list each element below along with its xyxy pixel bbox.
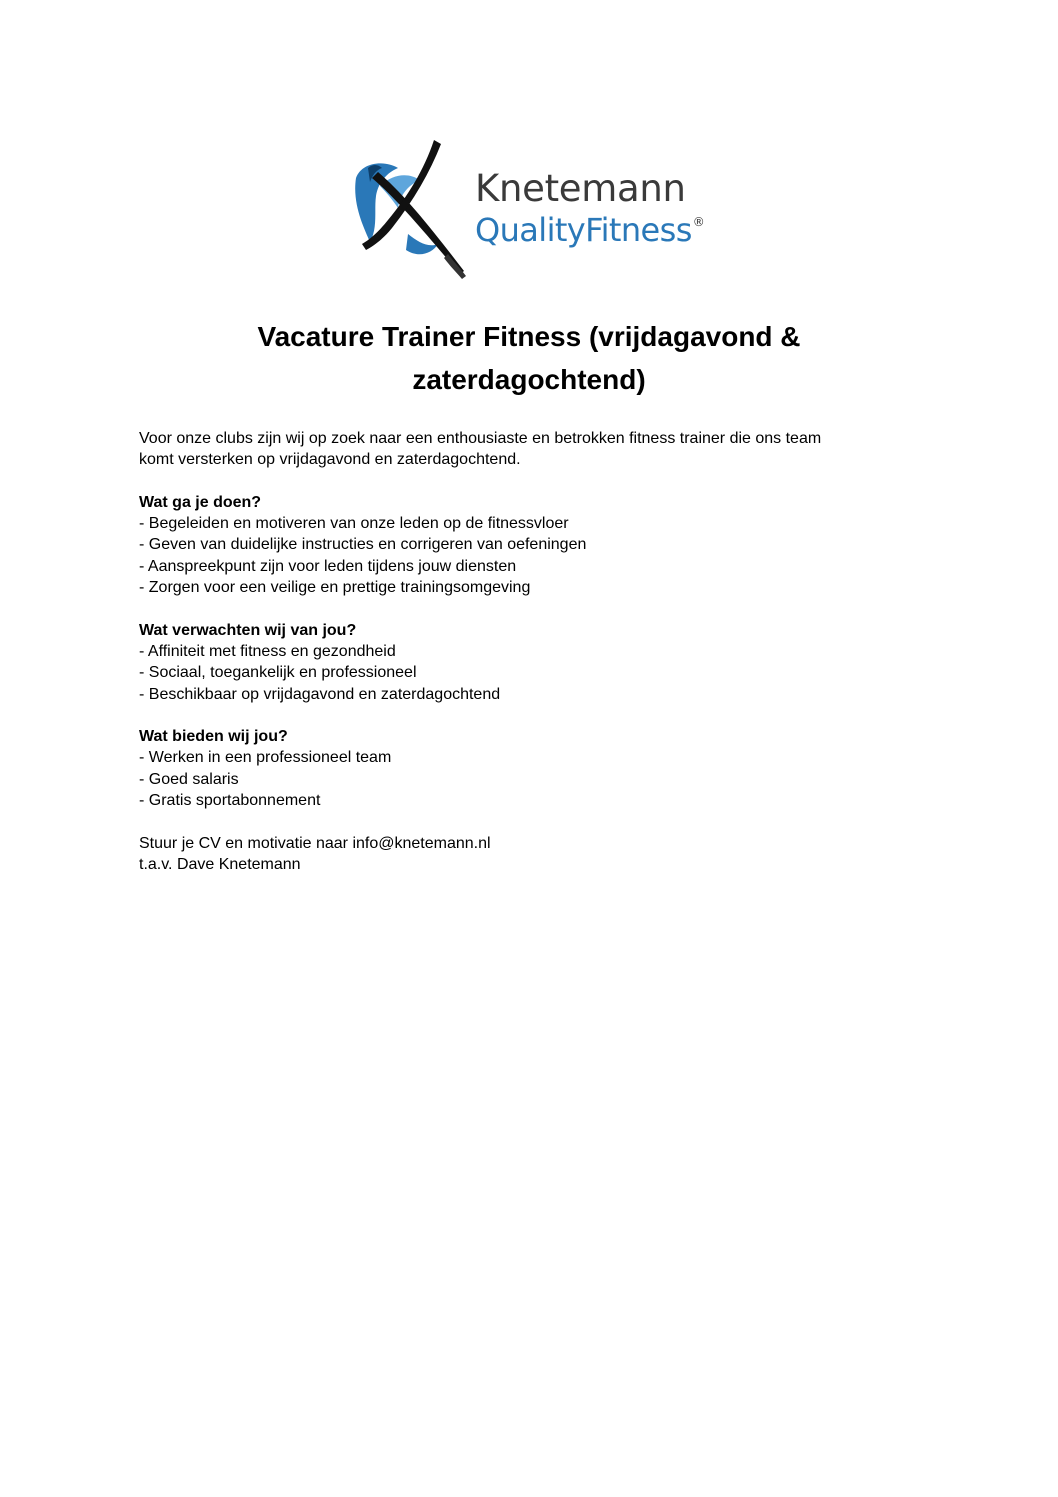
closing-line-2: t.a.v. Dave Knetemann [139, 855, 301, 873]
page-title-line-2: zaterdagochtend) [412, 364, 646, 395]
registered-mark: ® [692, 215, 705, 229]
list-item: - Gratis sportabonnement [139, 792, 321, 810]
logo-wordmark-knetemann: Knetemann [475, 167, 686, 210]
section-heading: Wat ga je doen? [139, 493, 262, 511]
page-title [140, 315, 918, 401]
spacer [139, 811, 939, 832]
vacancy-body [139, 428, 939, 875]
section-tasks [139, 492, 939, 598]
spacer [139, 705, 939, 726]
logo-wordmark-qualityfitness [475, 211, 705, 249]
section-heading: Wat verwachten wij van jou? [139, 621, 357, 639]
list-item: - Beschikbaar op vrijdagavond en zaterdagochtend [139, 685, 501, 703]
intro-line-2: komt versterken op vrijdagavond en zaterdagochtend. [139, 451, 521, 469]
logo-wordmark-qualityfitness-text: QualityFitness [475, 211, 692, 249]
closing-line-1: Stuur je CV en motivatie naar info@knetemann.nl [139, 834, 491, 852]
spacer [139, 598, 939, 619]
list-item: - Aanspreekpunt zijn voor leden tijdens jouw diensten [139, 557, 517, 575]
list-item: - Werken in een professioneel team [139, 749, 392, 767]
company-logo [348, 138, 718, 280]
list-item: - Geven van duidelijke instructies en corrigeren van oefeningen [139, 536, 587, 554]
section-heading: Wat bieden wij jou? [139, 728, 288, 746]
list-item: - Goed salaris [139, 770, 239, 788]
intro-line-1: Voor onze clubs zijn wij op zoek naar een enthousiaste en betrokken fitness trainer die ons team [139, 430, 822, 447]
page-title-line-1: Vacature Trainer Fitness (vrijdagavond & [257, 321, 801, 352]
list-item: - Sociaal, toegankelijk en professioneel [139, 664, 417, 682]
list-item: - Affiniteit met fitness en gezondheid [139, 642, 396, 660]
list-item: - Zorgen voor een veilige en prettige trainingsomgeving [139, 579, 531, 597]
section-offer [139, 726, 939, 811]
spacer [139, 471, 939, 492]
knetemann-x-mark-icon [348, 138, 473, 280]
section-requirements [139, 620, 939, 705]
list-item: - Begeleiden en motiveren van onze leden op de fitnessvloer [139, 515, 569, 533]
